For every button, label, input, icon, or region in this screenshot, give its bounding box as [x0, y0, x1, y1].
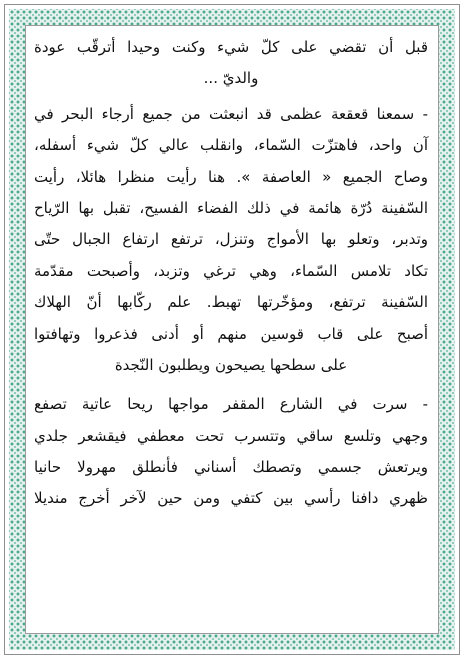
paragraph-storm-at-sea [34, 99, 428, 382]
text-line: تكاد تلامس السّماء، وهي ترغي وتزبد، وأصبحت مقدّمة [34, 261, 428, 280]
text-line: - سمعنا قعقعة عظمى قد انبعثت من جميع أرجاء البحر في [34, 104, 428, 123]
text-line: السّفينة دُرّة هائمة في ذلك الفضاء الفسيح، تقبل بها الرّياح [34, 198, 428, 217]
text-line: وجهي وتلسع ساقي وتتسرب تحت معطفي فيقشعر جلدي [34, 426, 428, 445]
text-line: آن واحد، فاهتزّت السّماء، وانقلب عالي كلّ شيء أسفله، [34, 136, 428, 155]
paragraph-spacer [34, 381, 428, 389]
text-line: قبل أن تقضي على كلّ شيء وكنت وحيدا أترقّب عودة [34, 38, 428, 56]
text-line: على سطحها يصيحون ويطلبون النّجدة [114, 355, 348, 374]
text-line: ويرتعش جسمي وتصطك أسناني فأنطلق مهرولا حانيا [34, 458, 428, 477]
document-body [34, 32, 428, 515]
text-line: السّفينة ترتفع، ومؤخّرتها تهبط. علم ركّابها أنّ الهلاك [34, 293, 428, 312]
text-line: والديّ ... [203, 69, 259, 88]
text-line: وصاح الجميع « العاصفة ». هنا رأيت منظرا هائلا، رأيت [34, 167, 428, 186]
text-line: ظهري دافنا رأسي بين كتفي ومن حين لآخر أخرج منديلا [34, 489, 428, 508]
paragraph-windy-street [34, 389, 428, 515]
text-line: - سرت في الشارع المقفر مواجها ريحا عاتية تصفع [34, 395, 428, 414]
paragraph-intro [34, 32, 428, 95]
text-line: أصبح على قاب قوسين منهم أو أدنى فذعروا وتهافتوا [34, 324, 428, 343]
text-line: وتدبر، وتعلو بها الأمواج وتنزل، ترتفع ارتفاع الجبال حتّى [34, 230, 428, 249]
